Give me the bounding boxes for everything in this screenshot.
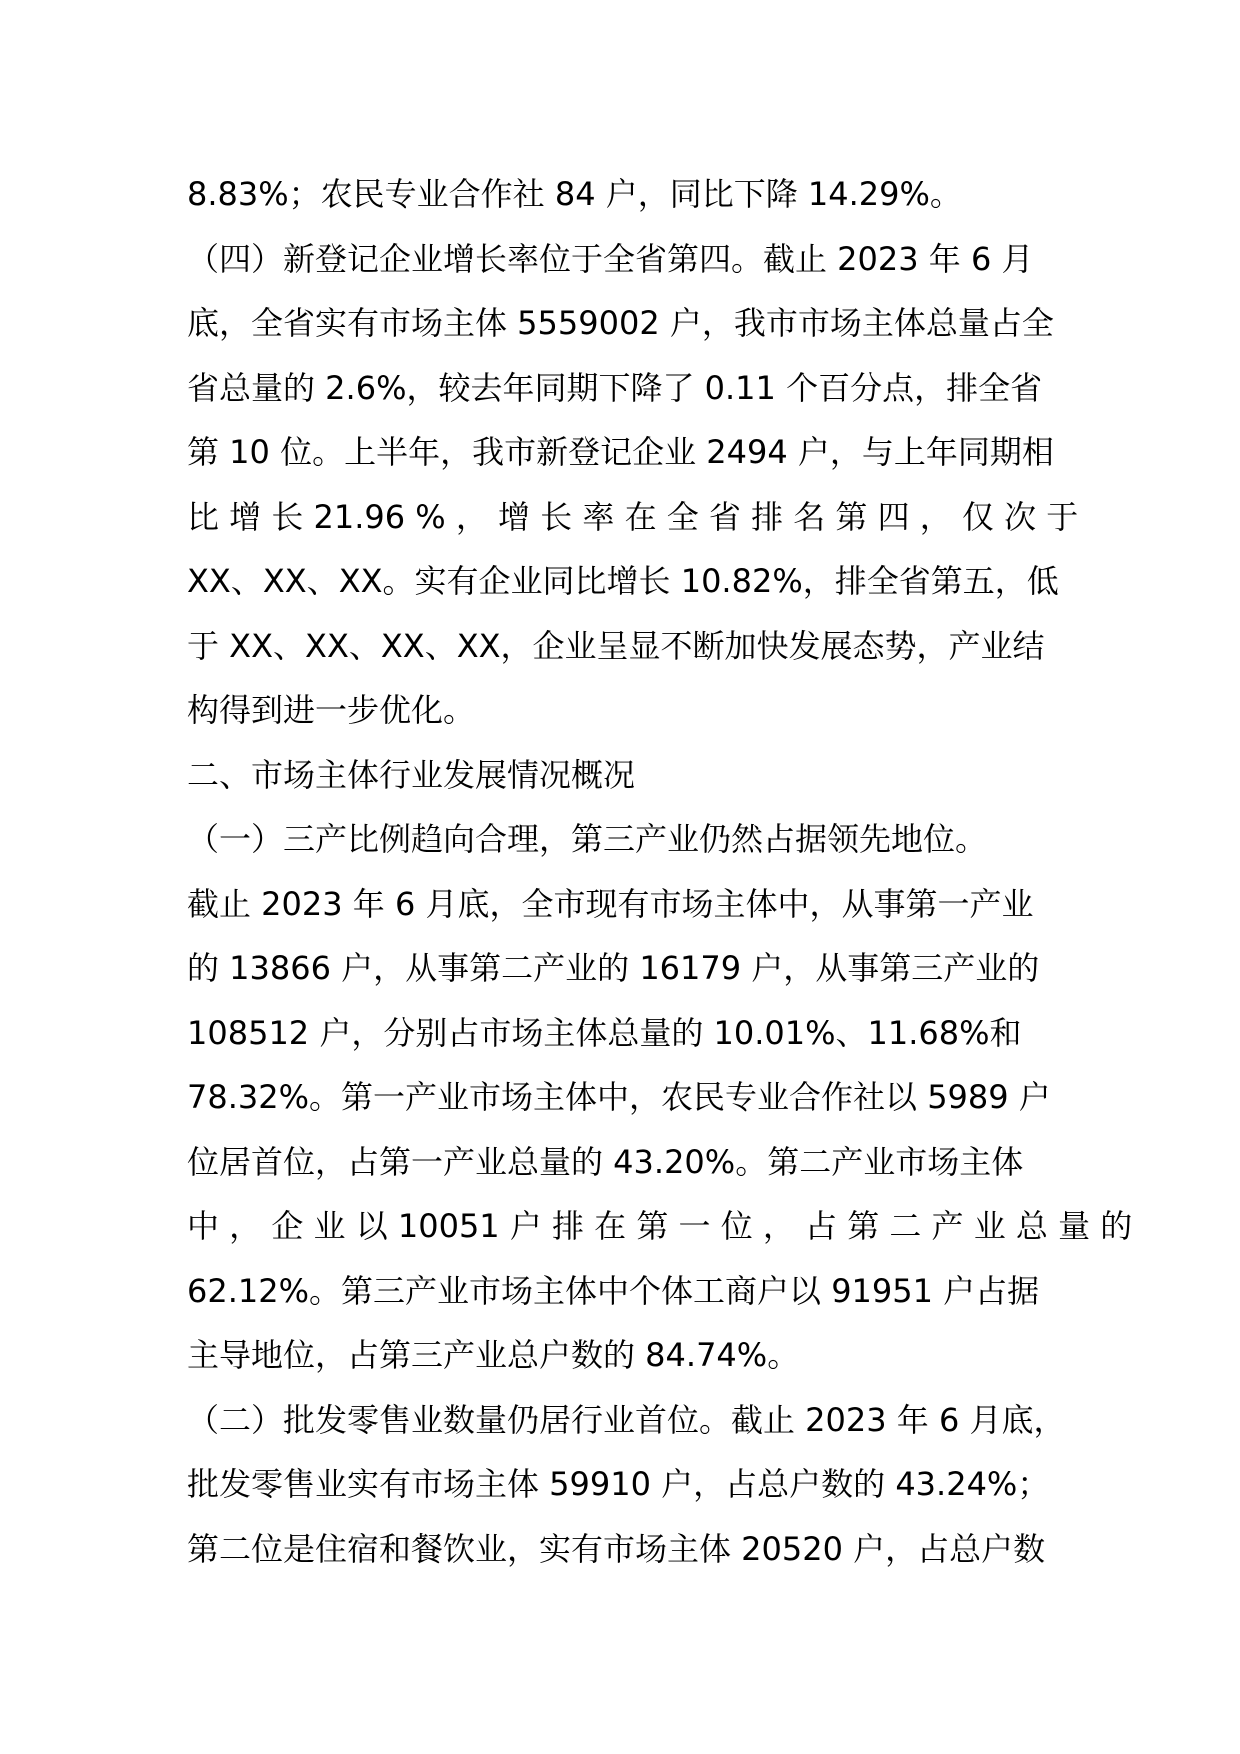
text-line: 构得到进一步优化。 xyxy=(187,691,476,729)
text-line: 省总量的 2.6%，较去年同期下降了 0.11 个百分点，排全省 xyxy=(187,368,1043,407)
section-heading-line: （四）新登记企业增长率位于全省第四。截止 2023 年 6 月 xyxy=(187,239,1034,278)
text-line: 第 10 位。上半年，我市新登记企业 2494 户，与上年同期相 xyxy=(187,433,1054,471)
text-line: 中 ， 企 业 以 10051 户 排 在 第 一 位 ， 占 第 二 产 业 总 量 的 xyxy=(187,1207,1133,1245)
text-line: 主导地位，占第三产业总户数的 84.74%。 xyxy=(187,1336,800,1374)
text-line: 底，全省实有市场主体 5559002 户，我市市场主体总量占全 xyxy=(187,304,1054,342)
text-line: 第二位是住宿和餐饮业，实有市场主体 20520 户，占总户数 xyxy=(187,1529,1046,1568)
text-line: 批发零售业实有市场主体 59910 户，占总户数的 43.24%； xyxy=(187,1465,1050,1503)
text-line: 108512 户，分别占市场主体总量的 10.01%、11.68%和 xyxy=(187,1013,1022,1052)
chapter-heading: 二、市场主体行业发展情况概况 xyxy=(187,755,636,794)
text-line: 位居首位，占第一产业总量的 43.20%。第二产业市场主体 xyxy=(187,1142,1024,1181)
text-line: 62.12%。第三产业市场主体中个体工商户以 91951 户占据 xyxy=(187,1271,1040,1310)
text-line: 于 XX、XX、XX、XX，企业呈显不断加快发展态势，产业结 xyxy=(187,626,1045,665)
text-line: 截止 2023 年 6 月底，全市现有市场主体中，从事第一产业 xyxy=(187,884,1034,923)
text-line: 比 增 长 21.96 % ， 增 长 率 在 全 省 排 名 第 四 ， 仅 次 于 xyxy=(187,497,1079,536)
section-heading-line: （二）批发零售业数量仍居行业首位。截止 2023 年 6 月底， xyxy=(187,1400,1066,1439)
text-line: XX、XX、XX。实有企业同比增长 10.82%，排全省第五，低 xyxy=(187,562,1059,600)
text-line: 78.32%。第一产业市场主体中，农民专业合作社以 5989 户 xyxy=(187,1078,1051,1116)
text-line: 的 13866 户，从事第二产业的 16179 户，从事第三产业的 xyxy=(187,949,1040,987)
body-text xyxy=(187,162,1133,1581)
section-heading-line: （一）三产比例趋向合理，第三产业仍然占据领先地位。 xyxy=(187,820,988,858)
text-line: 8.83%；农民专业合作社 84 户，同比下降 14.29%。 xyxy=(187,175,962,213)
